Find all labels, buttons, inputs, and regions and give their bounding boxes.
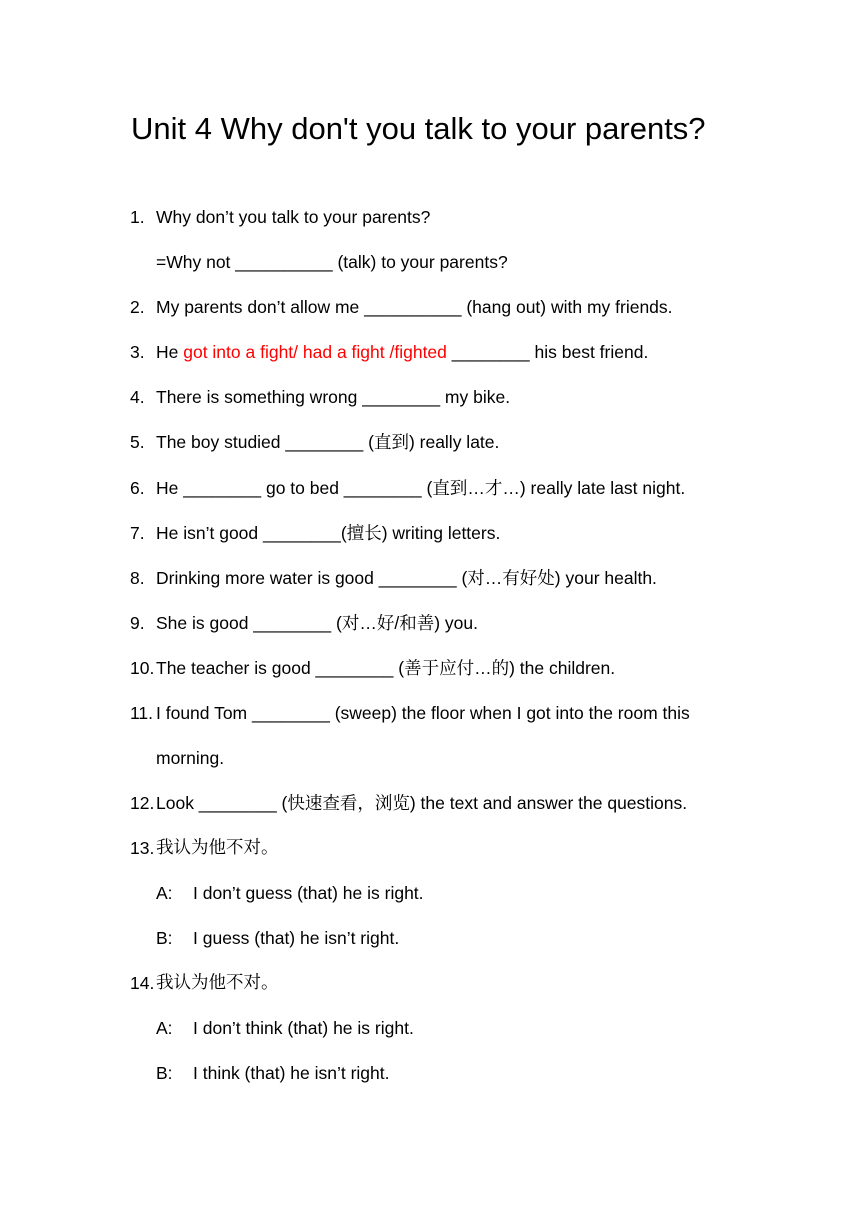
item-text: =Why not __________ (talk) to your parents?	[156, 252, 508, 272]
item-number: 12.	[130, 793, 155, 813]
option-text: I think (that) he isn’t right.	[193, 1063, 390, 1083]
item-text-suffix: ________ his best friend.	[446, 342, 649, 362]
option-label: A:	[156, 883, 173, 903]
page-title: Unit 4 Why don't you talk to your parents?	[131, 111, 706, 146]
item-number: 9.	[130, 613, 145, 633]
answer-highlight: got into a fight/ had a fight /fighted	[183, 342, 447, 362]
item-text: She is good ________ (对…好/和善) you.	[156, 613, 478, 633]
item-text: There is something wrong ________ my bike.	[156, 387, 511, 407]
item-text: The teacher is good ________ (善于应付…的) the children.	[156, 658, 616, 678]
item-text: 我认为他不对。	[156, 973, 279, 993]
item-text: Drinking more water is good ________ (对…有好处) your health.	[156, 568, 657, 588]
option-text: I don’t guess (that) he is right.	[193, 883, 424, 903]
option-label: B:	[156, 1063, 173, 1083]
item-number: 6.	[130, 478, 145, 498]
option-text: I guess (that) he isn’t right.	[193, 928, 400, 948]
item-number: 14.	[130, 973, 155, 993]
item-number: 7.	[130, 523, 145, 543]
item-number: 1.	[130, 207, 145, 227]
option-text: I don’t think (that) he is right.	[193, 1018, 414, 1038]
item-number: 5.	[130, 432, 145, 452]
option-label: A:	[156, 1018, 173, 1038]
item-number: 4.	[130, 387, 145, 407]
item-text: Why don’t you talk to your parents?	[156, 207, 431, 227]
item-text: morning.	[156, 748, 225, 768]
item-text: My parents don’t allow me __________ (hang out) with my friends.	[156, 297, 673, 317]
item-text: Look ________ (快速查看，浏览) the text and answer the questions.	[156, 793, 688, 813]
item-number: 13.	[130, 838, 155, 858]
item-text: The boy studied ________ (直到) really late.	[156, 432, 500, 452]
item-text-prefix: He	[156, 342, 184, 362]
option-label: B:	[156, 928, 173, 948]
item-text: He ________ go to bed ________ (直到…才…) really late last night.	[156, 478, 686, 498]
item-number: 10.	[130, 658, 155, 678]
item-number: 3.	[130, 342, 145, 362]
item-text: He isn’t good ________(擅长) writing letters.	[156, 523, 501, 543]
item-number: 8.	[130, 568, 145, 588]
item-text: I found Tom ________ (sweep) the floor when I got into the room this	[156, 703, 690, 723]
item-text	[156, 340, 648, 364]
item-number: 2.	[130, 297, 145, 317]
item-text: 我认为他不对。	[156, 838, 279, 858]
item-number: 11.	[130, 703, 154, 723]
